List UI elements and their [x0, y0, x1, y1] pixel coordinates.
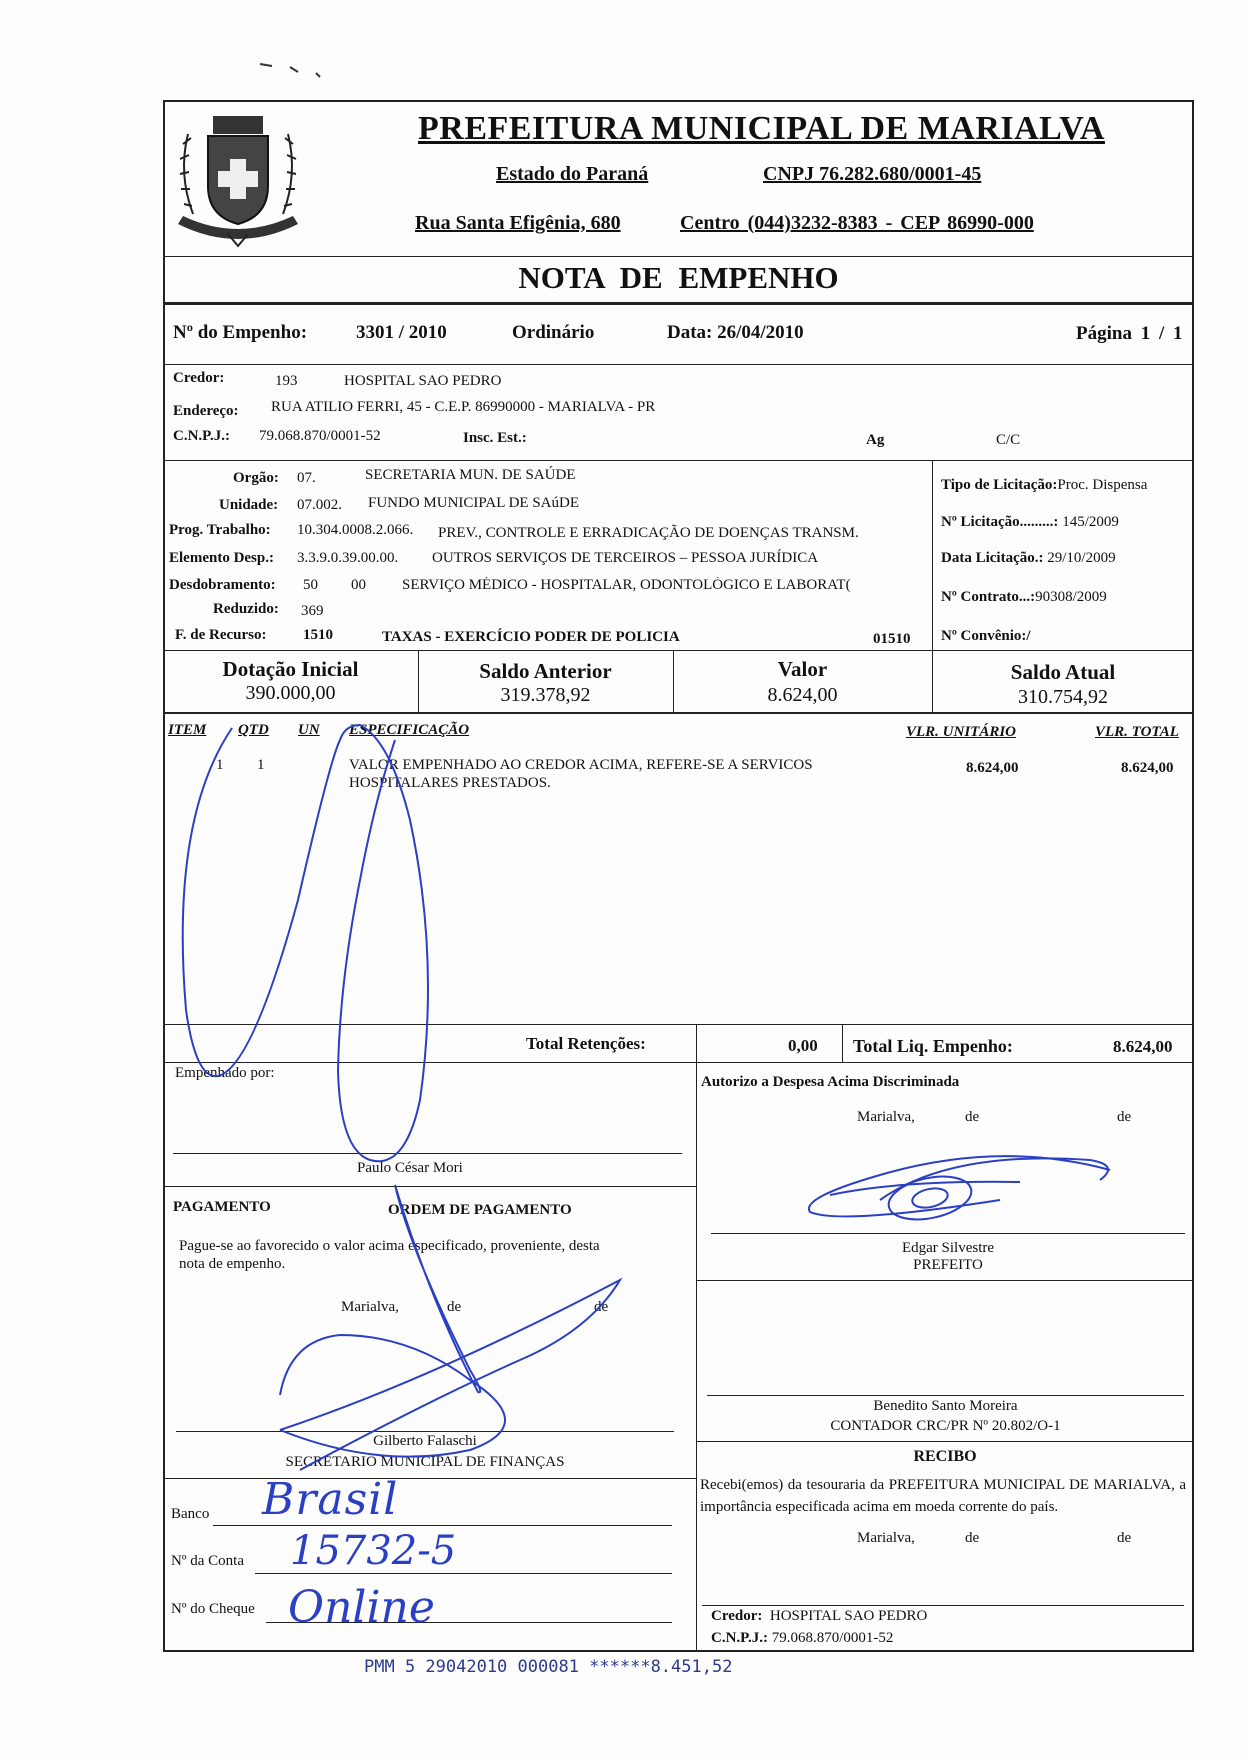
autorizo-place: Marialva,: [857, 1109, 915, 1125]
credor-code: 193: [275, 373, 298, 389]
unidade-name: FUNDO MUNICIPAL DE SAúDE: [368, 495, 579, 511]
recibo-de-2: de: [1117, 1530, 1132, 1546]
elemento-name: OUTROS SERVIÇOS DE TERCEIROS – PESSOA JURÍDICA: [432, 550, 819, 566]
header-cnpj: CNPJ 76.282.680/0001-45: [763, 163, 982, 185]
cc-label: C/C: [996, 432, 1021, 448]
total-liquido-value: 8.624,00: [1113, 1037, 1173, 1056]
total-retencoes-value: 0,00: [788, 1036, 818, 1055]
secretario-role: SECRETARIO MUNICIPAL DE FINANÇAS: [285, 1454, 565, 1470]
recurso-label: F. de Recurso:: [175, 627, 267, 643]
banco-label: Banco: [171, 1506, 210, 1522]
licitacao-numero: Nº Licitação.........: 145/2009: [941, 514, 1119, 530]
recibo-text: Recebi(emos) da tesouraria da PREFEITURA MUNICIPAL DE MARIALVA, a importância especificada acima em moeda corrente do país.: [700, 1477, 1186, 1515]
header-contact: Centro (044)3232-8383 - CEP 86990-000: [680, 212, 1034, 234]
valor-value: 8.624,00: [767, 684, 838, 706]
prog-name: PREV., CONTROLE E ERRADICAÇÃO DE DOENÇAS TRANSM.: [438, 525, 859, 541]
autorizo-label: Autorizo a Despesa Acima Discriminada: [701, 1074, 960, 1090]
pagamento-text-2: nota de empenho.: [179, 1256, 286, 1272]
empenhado-por-label: Empenhado por:: [175, 1065, 275, 1081]
licitacao-tipo: Tipo de Licitação:Proc. Dispensa: [941, 477, 1148, 493]
doc-title: NOTA DE EMPENHO: [518, 260, 839, 295]
empenho-date: Data: 26/04/2010: [667, 322, 804, 343]
dotacao-value: 390.000,00: [245, 682, 336, 704]
cnpj-label: C.N.P.J.:: [173, 428, 230, 444]
desdobramento-name: SERVIÇO MÉDICO - HOSPITALAR, ODONTOLÓGICO E LABORAT(: [402, 577, 851, 593]
recibo-place: Marialva,: [857, 1530, 915, 1546]
autorizo-de-2: de: [1117, 1109, 1132, 1125]
recurso-name: TAXAS - EXERCÍCIO PODER DE POLICIA: [382, 629, 680, 645]
col-un-header: UN: [298, 722, 320, 738]
header-state: Estado do Paraná: [496, 163, 649, 185]
recurso-ref: 01510: [873, 631, 911, 647]
elemento-code: 3.3.9.0.39.00.00.: [297, 550, 399, 566]
ag-label: Ag: [866, 432, 885, 448]
credor-cnpj: 79.068.870/0001-52: [259, 428, 381, 444]
pagamento-text-1: Pague-se ao favorecido o valor acima especificado, proveniente, desta: [179, 1238, 600, 1254]
col-especificacao-header: ESPECIFICAÇÃO: [349, 722, 470, 738]
licitacao-data: Data Licitação.: 29/10/2009: [941, 550, 1116, 566]
row-vlr-unitario: 8.624,00: [966, 760, 1019, 776]
saldo-anterior-label: Saldo Anterior: [479, 659, 612, 683]
cheque-label: Nº do Cheque: [171, 1601, 255, 1617]
desdobramento-a: 50: [303, 577, 318, 593]
cheque-handwritten: Online: [288, 1582, 435, 1633]
col-qtd-header: QTD: [238, 722, 269, 738]
header-title: PREFEITURA MUNICIPAL DE MARIALVA: [418, 110, 1105, 147]
total-retencoes-label: Total Retenções:: [526, 1034, 646, 1053]
licitacao-convenio: Nº Convênio:/: [941, 628, 1031, 644]
row-qtd: 1: [257, 757, 265, 773]
empenho-type: Ordinário: [512, 322, 595, 343]
pagamento-place: Marialva,: [341, 1299, 399, 1315]
col-vlr-total-header: VLR. TOTAL: [1095, 724, 1179, 740]
saldo-atual-label: Saldo Atual: [1010, 660, 1116, 684]
dotacao-label: Dotação Inicial: [222, 657, 359, 681]
orgao-label: Orgão:: [233, 470, 279, 486]
reduzido-value: 369: [301, 603, 324, 619]
col-item-header: ITEM: [168, 722, 207, 738]
contador-name: Benedito Santo Moreira: [873, 1398, 1018, 1414]
recibo-credor: Credor: HOSPITAL SAO PEDRO: [711, 1608, 928, 1624]
secretario-name: Gilberto Falaschi: [373, 1433, 477, 1449]
conta-handwritten: 15732-5: [290, 1528, 457, 1574]
address-label: Endereço:: [173, 403, 239, 419]
valor-label: Valor: [777, 657, 828, 681]
orgao-name: SECRETARIA MUN. DE SAÚDE: [365, 467, 576, 483]
conta-label: Nº da Conta: [171, 1553, 244, 1569]
credor-address: RUA ATILIO FERRI, 45 - C.E.P. 86990000 - MARIALVA - PR: [271, 399, 656, 415]
recibo-de-1: de: [965, 1530, 980, 1546]
elemento-label: Elemento Desp.:: [169, 550, 274, 566]
recurso-code: 1510: [303, 627, 333, 643]
prog-label: Prog. Trabalho:: [169, 522, 271, 538]
recibo-cnpj: C.N.P.J.: 79.068.870/0001-52: [711, 1630, 894, 1646]
credor-name: HOSPITAL SAO PEDRO: [344, 373, 502, 389]
col-vlr-unitario-header: VLR. UNITÁRIO: [906, 724, 1017, 740]
row-item: 1: [216, 757, 224, 773]
saldo-atual-value: 310.754,92: [1018, 686, 1108, 708]
pagamento-label: PAGAMENTO: [173, 1199, 271, 1215]
desdobramento-label: Desdobramento:: [169, 577, 276, 593]
licitacao-contrato: Nº Contrato...:90308/2009: [941, 589, 1107, 605]
contador-role: CONTADOR CRC/PR Nº 20.802/O-1: [830, 1418, 1061, 1434]
insc-label: Insc. Est.:: [463, 430, 527, 446]
ordem-pagamento-label: ORDEM DE PAGAMENTO: [388, 1202, 572, 1218]
empenho-label: Nº do Empenho:: [173, 322, 308, 343]
empenho-page: Página 1 / 1: [1076, 323, 1183, 344]
autorizo-de-1: de: [965, 1109, 980, 1125]
pagamento-de-1: de: [447, 1299, 462, 1315]
bank-stamp: PMM 5 29042010 000081 ******8.451,52: [364, 1657, 733, 1677]
pagamento-de-2: de: [594, 1299, 609, 1315]
row-vlr-total: 8.624,00: [1121, 760, 1174, 776]
orgao-code: 07.: [297, 470, 316, 486]
reduzido-label: Reduzido:: [213, 601, 279, 617]
empenho-number: 3301 / 2010: [356, 322, 447, 343]
total-liquido-label: Total Liq. Empenho:: [853, 1036, 1013, 1056]
banco-handwritten: Brasil: [262, 1474, 399, 1525]
saldo-anterior-value: 319.378,92: [500, 684, 591, 706]
credor-label: Credor:: [173, 370, 225, 386]
empenhado-por-name: Paulo César Mori: [357, 1160, 463, 1176]
prefeito-role: PREFEITO: [913, 1257, 983, 1273]
coat-of-arms-logo: [168, 104, 308, 254]
prefeito-name: Edgar Silvestre: [901, 1240, 995, 1256]
recibo-title: RECIBO: [913, 1448, 977, 1465]
header-address: Rua Santa Efigênia, 680: [415, 212, 621, 234]
row-desc-line1: VALOR EMPENHADO AO CREDOR ACIMA, REFERE-SE A SERVICOS: [349, 757, 813, 773]
unidade-code: 07.002.: [297, 497, 342, 513]
prog-code: 10.304.0008.2.066.: [297, 522, 414, 538]
row-desc-line2: HOSPITALARES PRESTADOS.: [349, 775, 551, 791]
desdobramento-b: 00: [351, 577, 366, 593]
unidade-label: Unidade:: [219, 497, 279, 513]
